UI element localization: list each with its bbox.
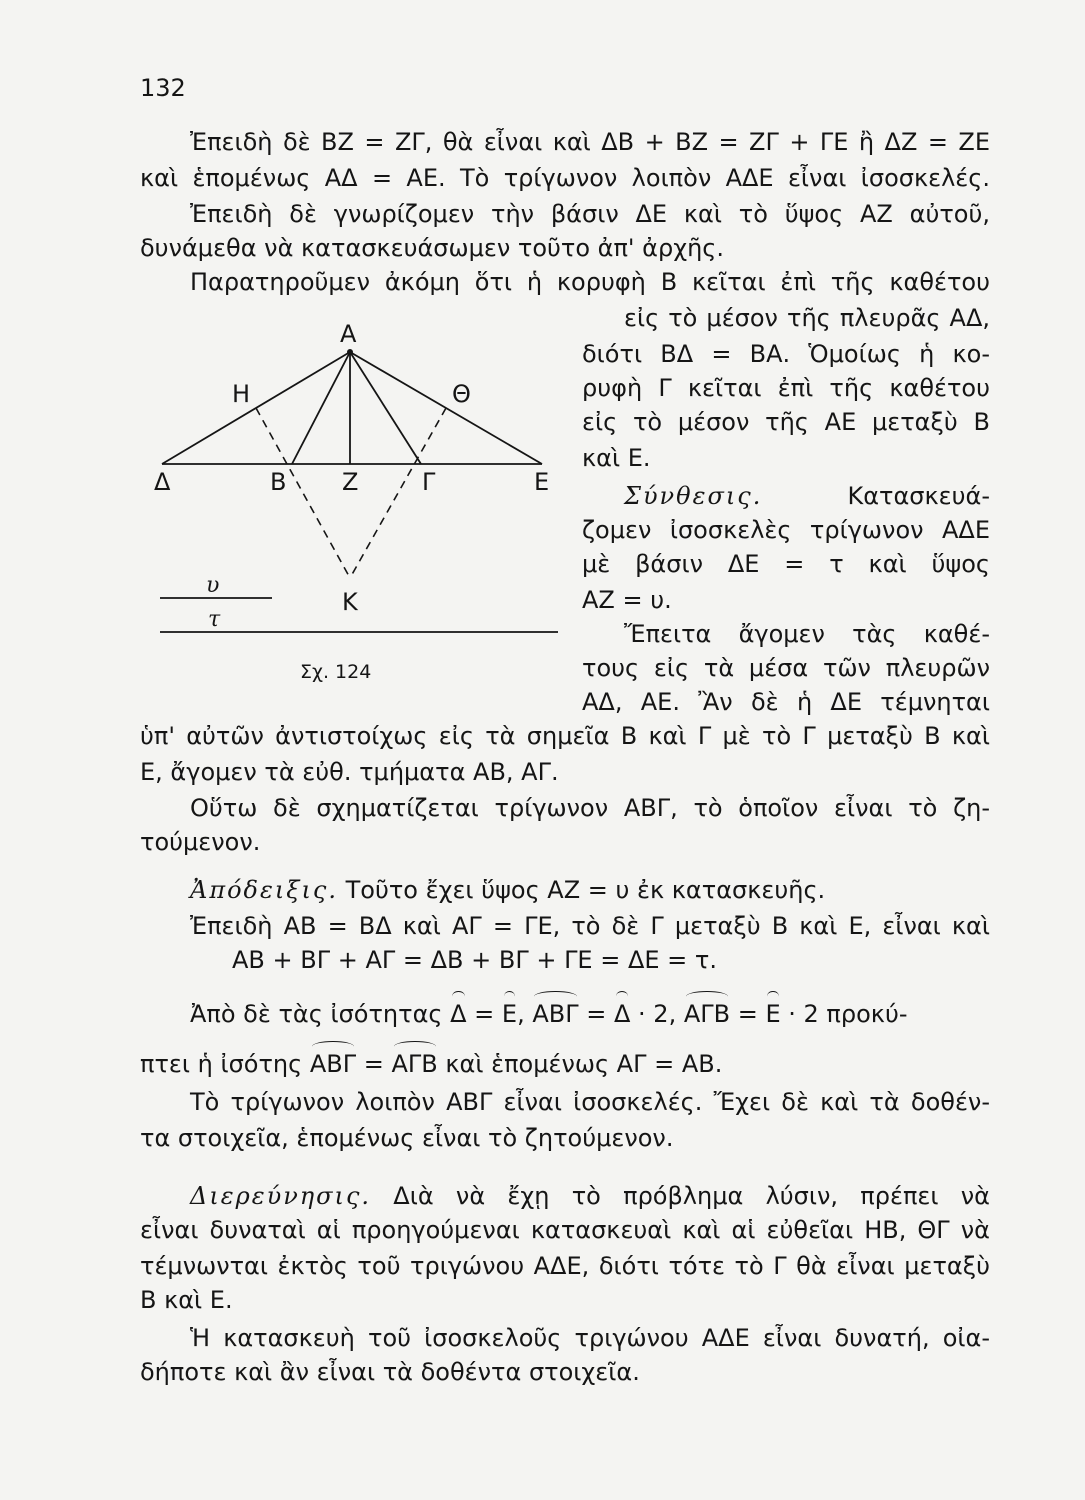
vertex-dot <box>347 349 353 355</box>
text-line: Ἐπειδὴ δὲ ΒΖ = ΖΓ, θὰ εἶναι καὶ ΔΒ + ΒΖ = ΖΓ + ΓΕ ἢ ΔΖ = ΖΕ <box>190 128 990 156</box>
label-t: τ <box>208 607 221 632</box>
text-line: Ἔπειτα ἄγομεν τὰς καθέ- <box>624 620 990 648</box>
text-line: εἰς τὸ μέσον τῆς ΑΕ μεταξὺ Β <box>582 408 990 436</box>
label-H: Η <box>232 380 251 408</box>
proof-line <box>190 874 990 906</box>
angle-AGB: ΑΓΒ <box>683 1000 731 1028</box>
geometry-diagram <box>150 320 570 700</box>
angle-E: Ε <box>765 1000 781 1028</box>
text-line: μὲ βάσιν ΔΕ = τ καὶ ὕψος <box>582 550 990 578</box>
text-span: = <box>578 1000 614 1028</box>
angle-ABG: ΑΒΓ <box>309 1050 357 1078</box>
text-line: τα στοιχεῖα, ἑπομένως εἶναι τὸ ζητούμενον. <box>140 1124 674 1152</box>
angle-AGB: ΑΓΒ <box>391 1050 438 1078</box>
discussion-line <box>190 1180 990 1212</box>
angle-D: Δ <box>613 1000 631 1028</box>
page-number: 132 <box>140 74 186 102</box>
text-span: = <box>356 1050 392 1078</box>
angle-E: Ε <box>501 1000 518 1028</box>
text-line: εἶναι δυναταὶ αἱ προηγούμεναι κατασκευαὶ καὶ αἱ εὐθεῖαι ΗΒ, ΘΓ νὰ <box>140 1216 990 1244</box>
synthesis-heading: Σύνθεσις. <box>624 482 763 510</box>
text-line: Τὸ τρίγωνον λοιπὸν ΑΒΓ εἶναι ἰσοσκελές. Ἔχει δὲ καὶ τὰ δοθέν- <box>190 1088 990 1116</box>
equation-line: ΑΒ + ΒΓ + ΑΓ = ΔΒ + ΒΓ + ΓΕ = ΔΕ = τ. <box>232 946 717 974</box>
label-D: Δ <box>154 468 171 496</box>
text-span: , <box>517 1000 533 1028</box>
label-E: Ε <box>534 468 550 496</box>
text-span: · 2 προκύ- <box>780 1000 908 1028</box>
text-line: διότι ΒΔ = ΒΑ. Ὁμοίως ἡ κο- <box>582 340 990 368</box>
text-span: = <box>466 1000 502 1028</box>
text-line: Ἡ κατασκευὴ τοῦ ἰσοσκελοῦς τριγώνου ΑΔΕ εἶναι δυνατή, οἰα- <box>190 1324 990 1352</box>
text-line: τέμνωνται ἐκτὸς τοῦ τριγώνου ΑΔΕ, διότι τότε τὸ Γ θὰ εἶναι μεταξὺ <box>140 1252 990 1280</box>
text-line: ΑΖ = υ. <box>582 586 672 614</box>
text-line: Β καὶ Ε. <box>140 1286 233 1314</box>
text-span: καὶ ἑπομένως ΑΓ = ΑΒ. <box>437 1050 723 1078</box>
angle-ABG: ΑΒΓ <box>532 1000 579 1028</box>
text-line: καὶ Ε. <box>582 444 651 472</box>
label-G: Γ <box>422 468 436 496</box>
text-span: · 2, <box>630 1000 684 1028</box>
label-B: Β <box>270 468 287 496</box>
angles-line <box>190 998 990 1030</box>
text-line: Ἐπειδὴ ΑΒ = ΒΔ καὶ ΑΓ = ΓΕ, τὸ δὲ Γ μεταξὺ Β καὶ Ε, εἶναι καὶ <box>190 912 990 940</box>
text-line: Παρατηροῦμεν ἀκόμη ὅτι ἡ κορυφὴ Β κεῖται ἐπὶ τῆς καθέτου <box>190 268 990 296</box>
text-span: πτει ἡ ἰσότης <box>140 1050 310 1078</box>
discussion-heading: Διερεύνησις. <box>190 1182 372 1210</box>
text-line: τους εἰς τὰ μέσα τῶν πλευρῶν <box>582 654 990 682</box>
text-line: δυνάμεθα νὰ κατασκευάσωμεν τοῦτο ἀπ' ἀρχῆς. <box>140 234 725 262</box>
label-u: υ <box>206 573 220 598</box>
text-line: ζομεν ἰσοσκελὲς τρίγωνον ΑΔΕ <box>582 516 990 544</box>
text-line: Ε, ἄγομεν τὰ εὐθ. τμήματα ΑΒ, ΑΓ. <box>140 758 559 786</box>
synthesis-line <box>624 480 990 512</box>
text-span: Κατασκευά- <box>847 482 990 510</box>
text-line: τούμενον. <box>140 828 261 856</box>
label-A: Α <box>340 320 357 348</box>
text-span: Τοῦτο ἔχει ὕψος ΑΖ = υ ἐκ κατασκευῆς. <box>338 876 826 904</box>
text-span: Διὰ νὰ ἔχῃ τὸ πρόβλημα λύσιν, πρέπει νὰ <box>371 1182 990 1210</box>
text-line: ὑπ' αὐτῶν ἀντιστοίχως εἰς τὰ σημεῖα Β καὶ Γ μὲ τὸ Γ μεταξὺ Β καὶ <box>140 722 990 750</box>
angle-D: Δ <box>450 1000 467 1028</box>
proof-heading: Ἀπόδειξις. <box>190 876 338 904</box>
equality-line <box>140 1048 990 1080</box>
label-Th: Θ <box>452 380 471 408</box>
text-line: καὶ ἑπομένως ΑΔ = ΑΕ. Τὸ τρίγωνον λοιπὸν ΑΔΕ εἶναι ἰσοσκελές. <box>140 164 990 192</box>
text-line: εἰς τὸ μέσον τῆς πλευρᾶς ΑΔ, <box>624 304 990 332</box>
figure-124 <box>150 320 570 700</box>
text-span: Ἀπὸ δὲ τὰς ἰσότητας <box>190 1000 451 1028</box>
text-line: Ἐπειδὴ δὲ γνωρίζομεν τὴν βάσιν ΔΕ καὶ τὸ ὕψος ΑΖ αὐτοῦ, <box>190 200 990 228</box>
text-span: = <box>730 1000 766 1028</box>
text-line: δήποτε καὶ ἂν εἶναι τὰ δοθέντα στοιχεῖα. <box>140 1358 640 1386</box>
label-Z: Ζ <box>342 468 359 496</box>
text-line: ΑΔ, ΑΕ. Ἂν δὲ ἡ ΔΕ τέμνηται <box>582 688 990 716</box>
text-line: Οὕτω δὲ σχηματίζεται τρίγωνον ΑΒΓ, τὸ ὁποῖον εἶναι τὸ ζη- <box>190 794 990 822</box>
text-line: ρυφὴ Γ κεῖται ἐπὶ τῆς καθέτου <box>582 374 990 402</box>
figure-caption: Σχ. 124 <box>300 661 372 683</box>
label-K: Κ <box>342 588 358 616</box>
segment-AG <box>350 352 421 464</box>
